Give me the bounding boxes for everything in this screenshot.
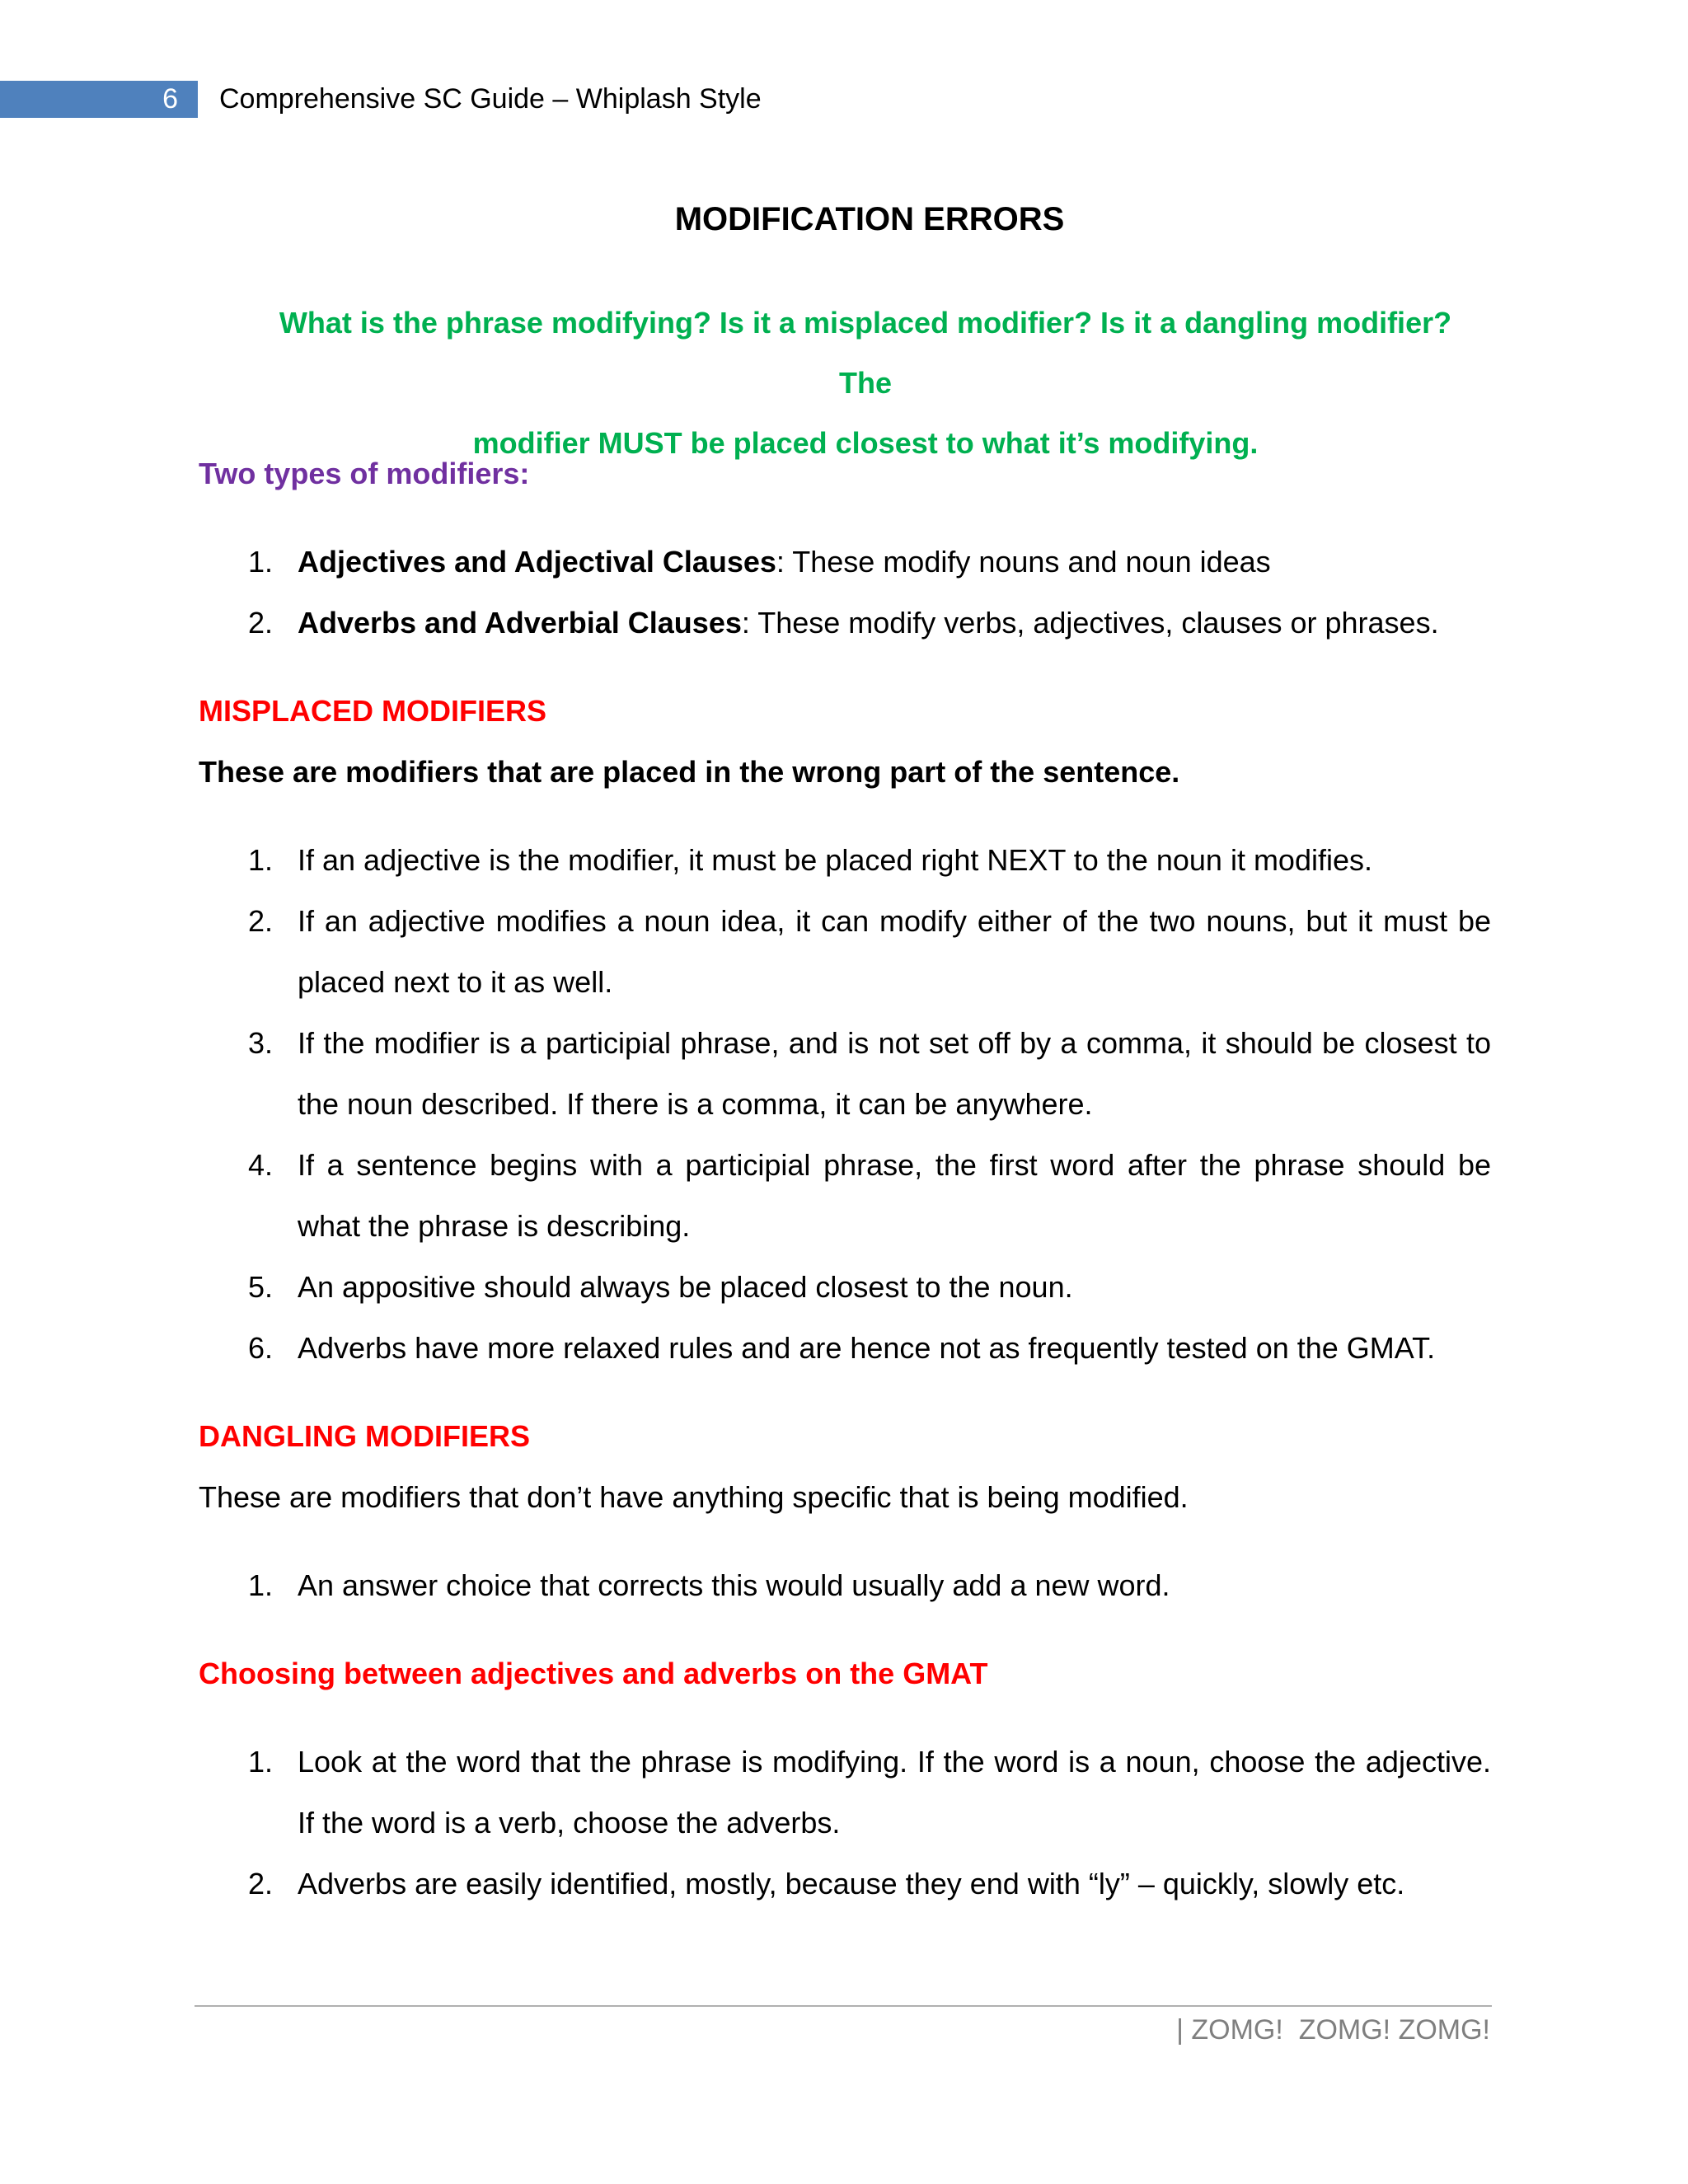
list-term: Adverbs and Adverbial Clauses [298,606,742,640]
dangling-intro: These are modifiers that don’t have anything specific that is being modified. [199,1480,1189,1514]
list-number: 1. [248,1568,274,1602]
list-item [199,532,1491,593]
list-term: Adjectives and Adjectival Clauses [298,545,776,579]
misplaced-list [199,830,1491,1379]
list-item [199,1555,1491,1616]
list-item [199,1257,1491,1318]
list-number: 1. [248,1745,274,1779]
list-number: 3. [248,1026,274,1060]
choosing-list [199,1732,1491,1915]
list-item [199,1135,1491,1257]
list-text: Adverbs are easily identified, mostly, because they end with “ly” – quickly, slowly etc. [298,1867,1405,1900]
main-content [199,443,1491,1915]
callout-line-2: modifier MUST be placed closest to what it’s modifying. [472,426,1259,460]
list-number: 2. [248,904,274,938]
list-text: If the modifier is a participial phrase, and is not set off by a comma, it should be closest to the noun described. If there is a comma, it can be anywhere. [298,1026,1491,1121]
list-text: An answer choice that corrects this would usually add a new word. [298,1568,1170,1602]
page-header [0,81,762,118]
list-text: If an adjective is the modifier, it must be placed right NEXT to the noun it modifies. [298,843,1372,877]
list-text: If a sentence begins with a participial phrase, the first word after the phrase should be what the phrase is describing. [298,1148,1491,1243]
dangling-heading: DANGLING MODIFIERS [199,1419,530,1453]
choosing-heading: Choosing between adjectives and adverbs on the GMAT [199,1657,988,1690]
list-item [199,1854,1491,1915]
modifier-types-list [199,532,1491,654]
callout-line-1: What is the phrase modifying? Is it a misplaced modifier? Is it a dangling modifier? The [279,306,1452,400]
list-text: If an adjective modifies a noun idea, it can modify either of the two nouns, but it must be placed next to it as well. [298,904,1491,999]
list-number: 4. [248,1148,274,1182]
modifier-types-heading: Two types of modifiers: [199,457,530,490]
page-title: MODIFICATION ERRORS [674,201,1065,237]
list-item [199,891,1491,1013]
list-text: An appositive should always be placed closest to the noun. [298,1270,1073,1304]
list-item [199,1732,1491,1854]
misplaced-intro: These are modifiers that are placed in the wrong part of the sentence. [199,755,1180,789]
list-number: 2. [248,1867,274,1900]
list-number: 5. [248,1270,274,1304]
list-desc: : These modify verbs, adjectives, clauses or phrases. [741,606,1439,640]
list-number: 6. [248,1331,274,1365]
list-item [199,1013,1491,1135]
dangling-list [199,1555,1491,1616]
list-number: 1. [248,843,274,877]
list-item [199,830,1491,891]
list-desc: : These modify nouns and noun ideas [776,545,1271,579]
footer-text: | ZOMG! ZOMG! ZOMG! [1176,2014,1490,2046]
header-title: Comprehensive SC Guide – Whiplash Style [219,83,762,115]
list-text: Look at the word that the phrase is modifying. If the word is a noun, choose the adjective. If the word is a verb, choose the adverbs. [298,1745,1491,1840]
list-item [199,1318,1491,1379]
page-number: 6 [0,81,198,118]
list-number: 1. [248,545,274,579]
list-number: 2. [248,606,274,640]
list-item [199,593,1491,654]
footer-divider [195,2005,1492,2007]
list-text: Adverbs have more relaxed rules and are hence not as frequently tested on the GMAT. [298,1331,1436,1365]
misplaced-heading: MISPLACED MODIFIERS [199,694,547,728]
